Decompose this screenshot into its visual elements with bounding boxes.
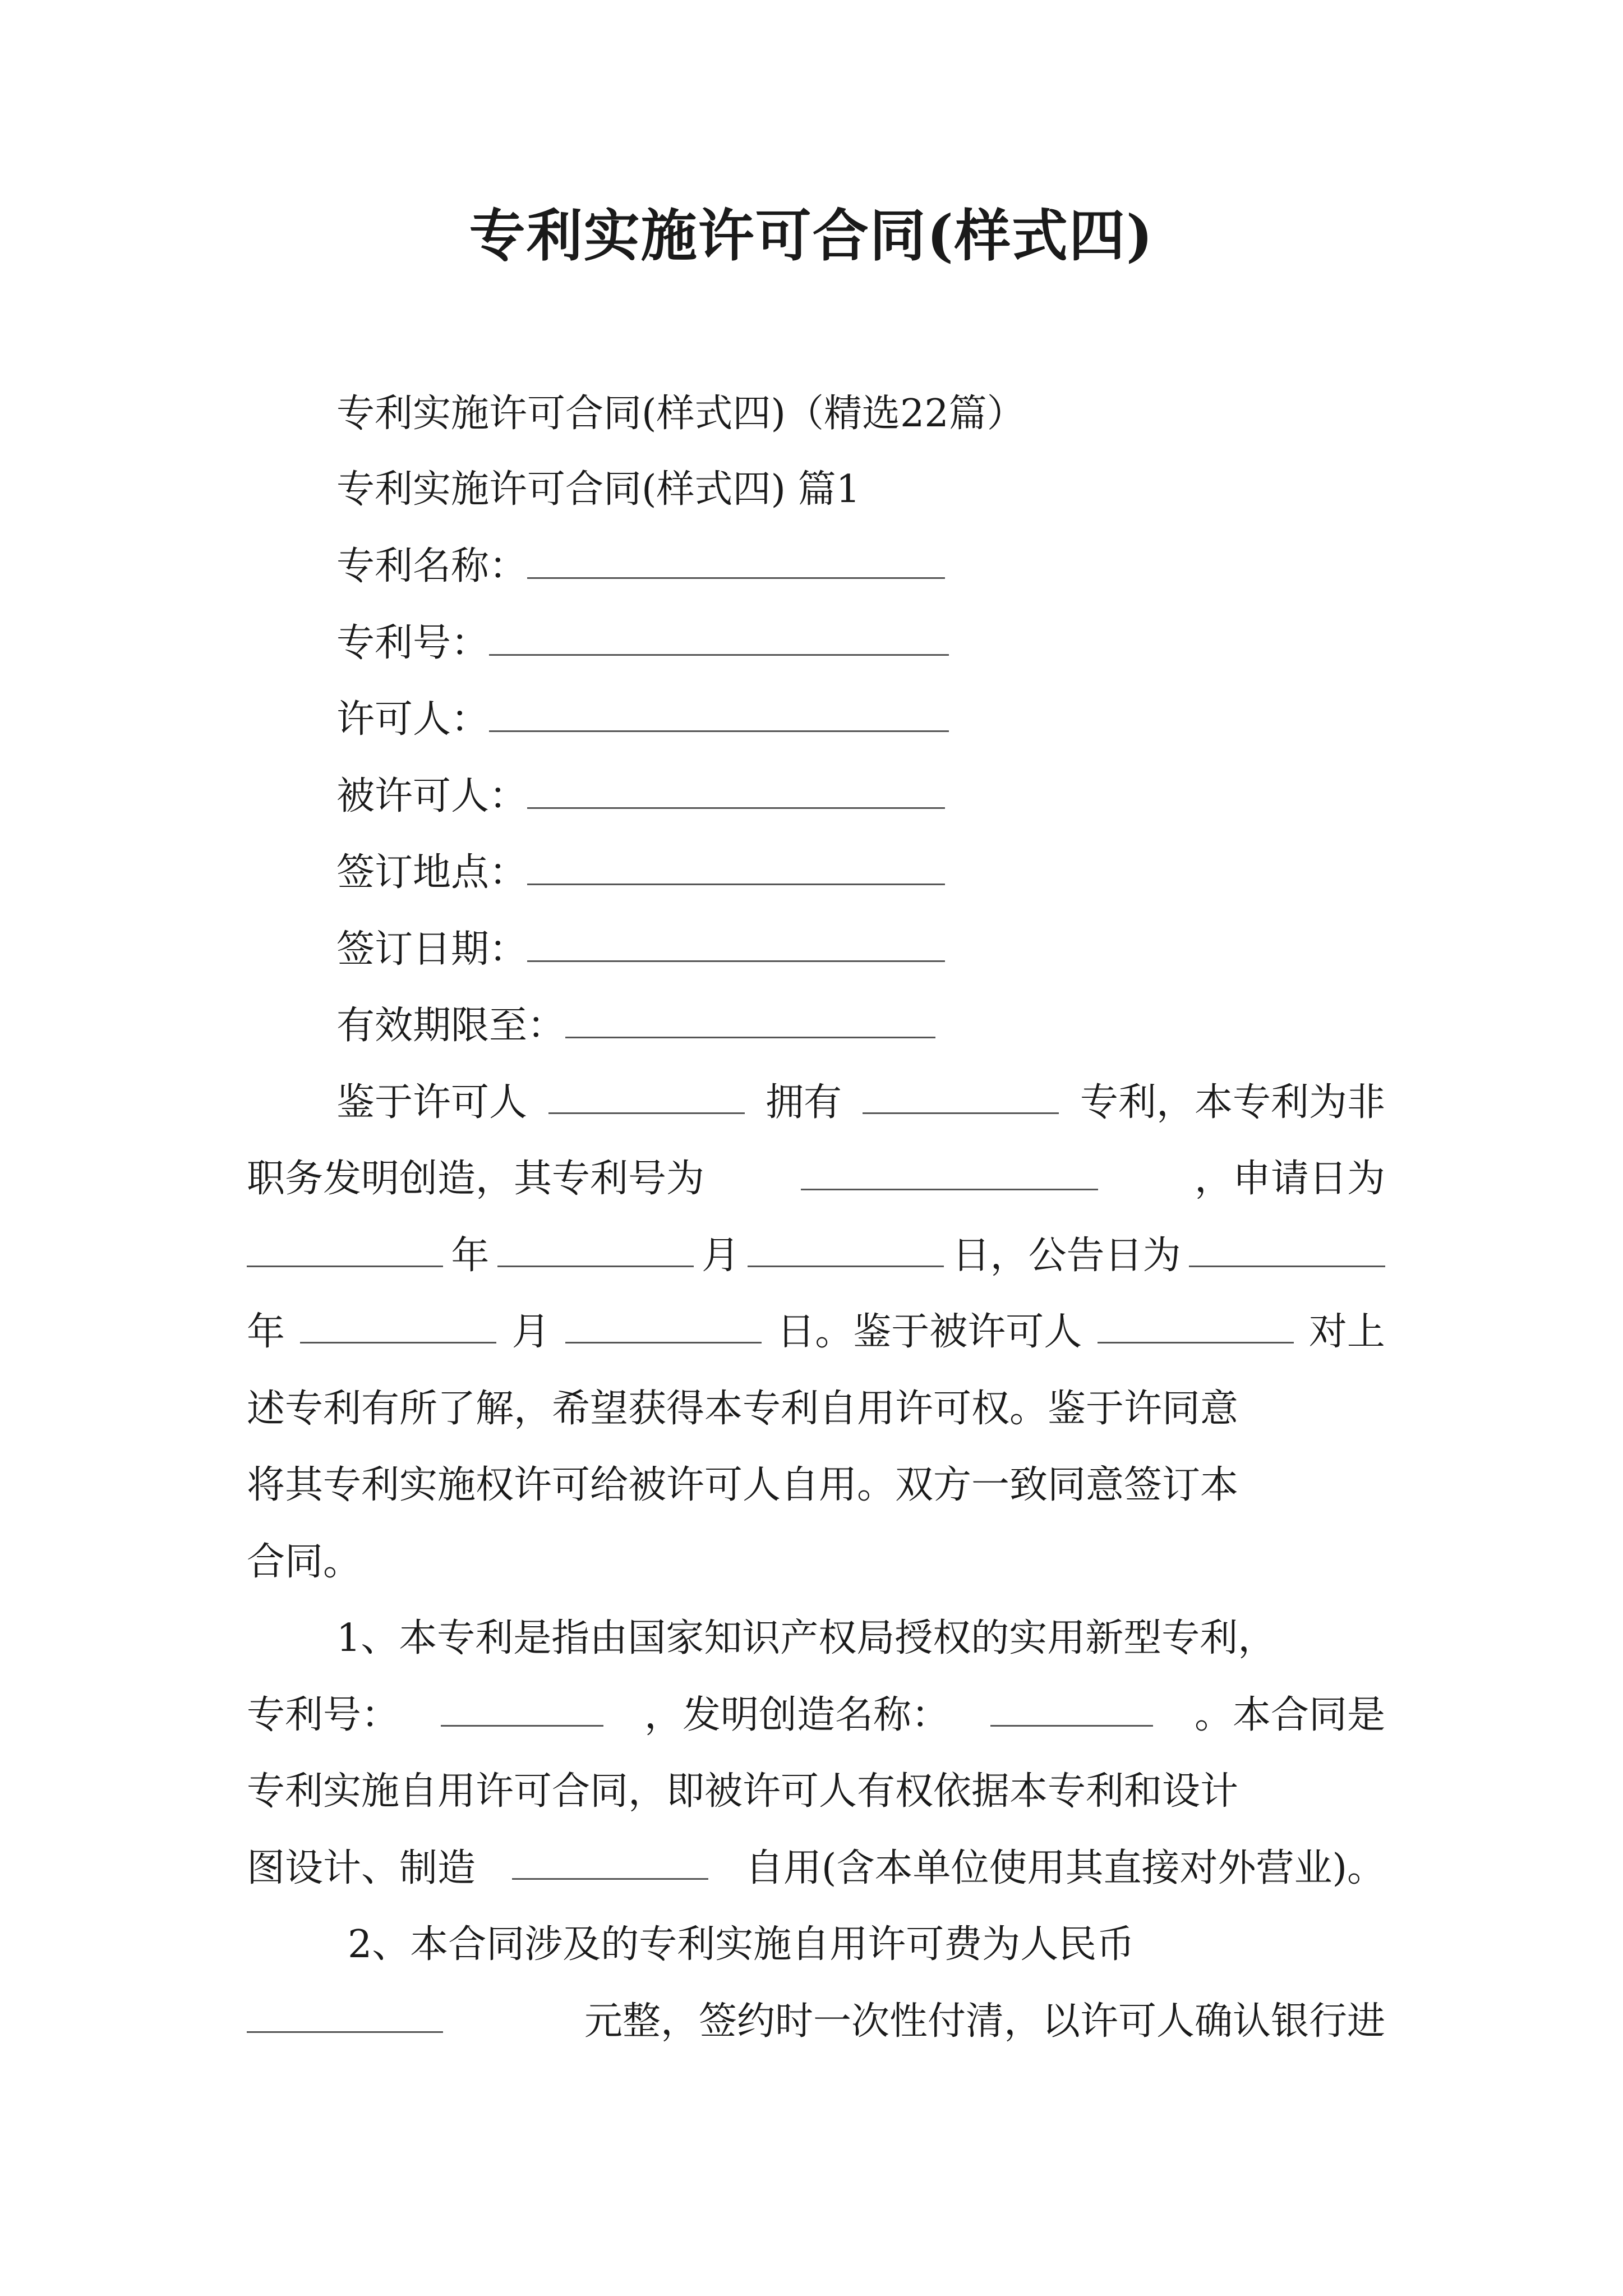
- field-label: 被许可人：: [336, 774, 528, 818]
- blank-line: [748, 1231, 944, 1267]
- blank-line: [489, 696, 949, 732]
- text-segment: ，申请日为: [1194, 1157, 1385, 1201]
- blank-line: [1189, 1231, 1385, 1267]
- blank-line: [247, 1231, 443, 1267]
- blank-line: [489, 619, 949, 656]
- field-licensor: [336, 694, 949, 745]
- paragraph-2-line-3: 专利实施自用许可合同，即被许可人有权依据本专利和设计: [247, 1769, 1239, 1814]
- section-heading: 专利实施许可合同(样式四) 篇1: [336, 467, 860, 512]
- blank-line: [300, 1307, 496, 1343]
- text-segment: 元整，签约时一次性付清，以许可人确认银行进: [584, 1999, 1385, 2044]
- blank-line: [512, 1843, 708, 1880]
- blank-line: [801, 1154, 1098, 1190]
- paragraph-3-line-2: [247, 1996, 1385, 2047]
- paragraph-2-line-2: [247, 1690, 1385, 1741]
- text-segment: ，发明创造名称：: [644, 1693, 949, 1737]
- blank-line: [527, 542, 945, 579]
- field-label: 专利号：: [336, 621, 490, 665]
- document-subtitle: 专利实施许可合同(样式四)（精选22篇）: [336, 392, 1025, 436]
- text-segment: 拥有: [765, 1080, 842, 1125]
- blank-line: [1098, 1307, 1294, 1343]
- blank-line: [527, 926, 945, 962]
- text-segment: 。本合同是: [1194, 1693, 1385, 1737]
- paragraph-1-line-5: 述专利有所了解，希望获得本专利自用许可权。鉴于许同意: [247, 1387, 1239, 1431]
- field-licensee: [336, 771, 945, 822]
- text-segment: 月: [511, 1310, 550, 1354]
- text-segment: 月: [701, 1234, 740, 1278]
- field-patent-name: [336, 541, 945, 592]
- blank-line: [565, 1307, 762, 1343]
- field-signing-place: [336, 848, 945, 898]
- field-label: 签订地点：: [336, 850, 528, 895]
- blank-line: [497, 1231, 694, 1267]
- blank-line: [990, 1690, 1153, 1727]
- document-title: 专利实施许可合同(样式四): [469, 203, 1154, 269]
- text-segment: 年: [451, 1234, 490, 1278]
- text-segment: 专利，本专利为非: [1080, 1080, 1385, 1125]
- paragraph-1-line-2: [247, 1154, 1385, 1204]
- field-label: 有效期限至：: [336, 1004, 566, 1048]
- field-label: 许可人：: [336, 697, 490, 742]
- field-signing-date: [336, 924, 945, 975]
- text-segment: 日，公告日为: [952, 1234, 1181, 1278]
- blank-line: [548, 1078, 745, 1114]
- blank-line: [247, 1996, 443, 2033]
- paragraph-1-line-1: [336, 1078, 1385, 1128]
- paragraph-1-line-3: [247, 1231, 1385, 1281]
- paragraph-1-line-6: 将其专利实施权许可给被许可人自用。双方一致同意签订本: [247, 1463, 1239, 1507]
- field-valid-until: [336, 1001, 935, 1051]
- blank-line: [863, 1078, 1059, 1114]
- paragraph-3-line-1: 2、本合同涉及的专利实施自用许可费为人民币: [348, 1922, 1135, 1967]
- blank-line: [565, 1002, 935, 1038]
- text-segment: 自用(含本单位使用其直接对外营业)。: [745, 1846, 1385, 1890]
- blank-line: [527, 849, 945, 885]
- paragraph-1-line-4: [247, 1307, 1385, 1358]
- blank-line: [441, 1690, 603, 1727]
- text-segment: 对上: [1308, 1310, 1385, 1354]
- paragraph-1-line-7: 合同。: [247, 1540, 362, 1584]
- text-segment: 职务发明创造，其专利号为: [247, 1157, 705, 1201]
- field-label: 签订日期：: [336, 927, 528, 972]
- text-segment: 年: [247, 1310, 285, 1354]
- paragraph-2-line-4: [247, 1843, 1385, 1894]
- text-segment: 日。鉴于被许可人: [777, 1310, 1082, 1354]
- paragraph-2-line-1: 1、本专利是指由国家知识产权局授权的实用新型专利，: [336, 1616, 1276, 1660]
- field-patent-number: [336, 618, 949, 669]
- text-segment: 图设计、制造: [247, 1846, 476, 1890]
- text-segment: 鉴于许可人: [336, 1080, 528, 1125]
- blank-line: [527, 772, 945, 809]
- field-label: 专利名称：: [336, 544, 528, 588]
- text-segment: 专利号：: [247, 1693, 400, 1737]
